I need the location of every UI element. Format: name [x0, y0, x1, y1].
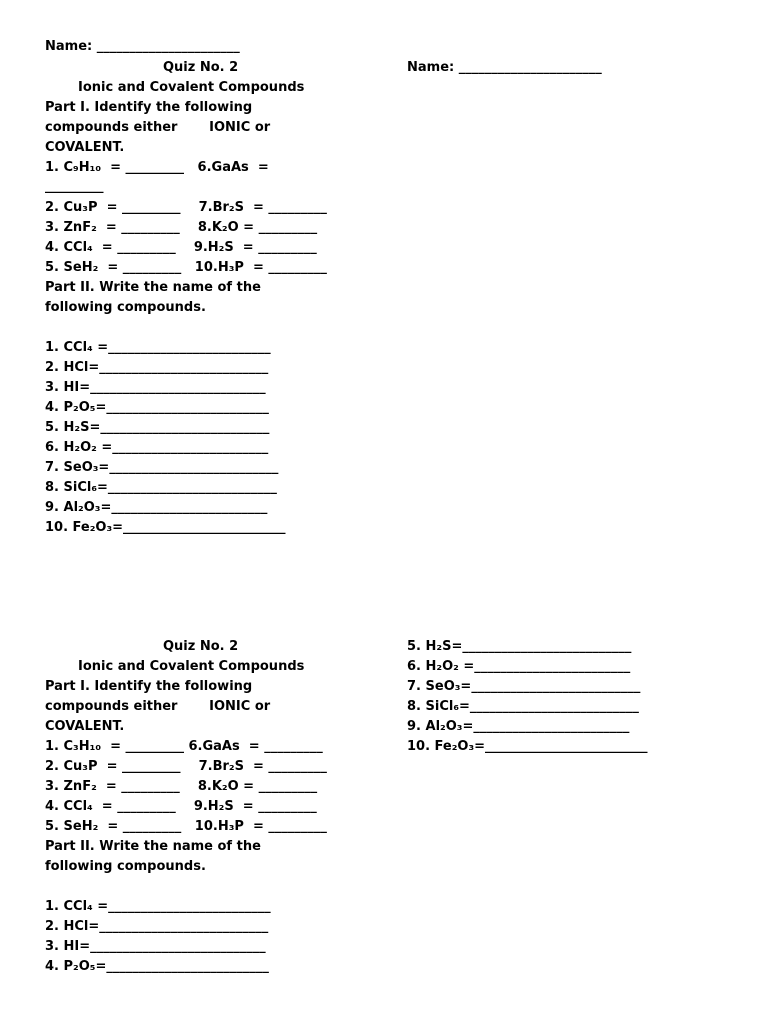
question-row: 5. SeH₂ = _________ 10.H₃P = _________ — [45, 260, 327, 275]
part2-instruction: following compounds. — [45, 859, 206, 874]
name-question: 9. Al₂O₃=________________________ — [45, 500, 268, 515]
name-question: 4. P₂O₅=_________________________ — [45, 400, 269, 415]
name-question: 5. H₂S=__________________________ — [407, 639, 632, 654]
name-question: 1. CCl₄ =_________________________ — [45, 340, 271, 355]
question-row: 1. C₃H₁₀ = _________ 6.GaAs = _________ — [45, 739, 323, 754]
name-question: 10. Fe₂O₃=_________________________ — [45, 520, 286, 535]
name-line: Name: ______________________ — [45, 39, 240, 54]
quiz-title: Quiz No. 2 — [163, 60, 239, 75]
name-question: 4. P₂O₅=_________________________ — [45, 959, 269, 974]
question-row: 3. ZnF₂ = _________ 8.K₂O = _________ — [45, 779, 318, 794]
question-row: 1. C₉H₁₀ = _________ 6.GaAs = — [45, 160, 269, 175]
question-row: 2. Cu₃P = _________ 7.Br₂S = _________ — [45, 759, 327, 774]
part1-instruction: Part I. Identify the following — [45, 679, 253, 694]
part1-instruction: compounds either IONIC or — [45, 120, 271, 135]
question-row: 2. Cu₃P = _________ 7.Br₂S = _________ — [45, 200, 327, 215]
name-question: 8. SiCl₆=__________________________ — [407, 699, 639, 714]
name-question: 5. H₂S=__________________________ — [45, 420, 270, 435]
name-question: 3. HI=___________________________ — [45, 380, 266, 395]
part2-instruction: Part II. Write the name of the — [45, 280, 261, 295]
name-question: 6. H₂O₂ =________________________ — [45, 440, 269, 455]
quiz-subtitle: Ionic and Covalent Compounds — [78, 659, 305, 674]
name-question: 8. SiCl₆=__________________________ — [45, 480, 277, 495]
quiz-subtitle: Ionic and Covalent Compounds — [78, 80, 305, 95]
name-line: Name: ______________________ — [407, 60, 602, 75]
name-question: 2. HCl=__________________________ — [45, 919, 269, 934]
name-question: 1. CCl₄ =_________________________ — [45, 899, 271, 914]
part1-instruction: Part I. Identify the following — [45, 100, 253, 115]
name-question: 2. HCl=__________________________ — [45, 360, 269, 375]
name-question: 6. H₂O₂ =________________________ — [407, 659, 631, 674]
part1-instruction: COVALENT. — [45, 719, 125, 734]
question-row: _________ — [45, 179, 104, 194]
name-question: 7. SeO₃=__________________________ — [45, 460, 279, 475]
question-row: 3. ZnF₂ = _________ 8.K₂O = _________ — [45, 220, 318, 235]
name-question: 9. Al₂O₃=________________________ — [407, 719, 630, 734]
part2-instruction: Part II. Write the name of the — [45, 839, 261, 854]
quiz-title: Quiz No. 2 — [163, 639, 239, 654]
name-question: 7. SeO₃=__________________________ — [407, 679, 641, 694]
name-question: 10. Fe₂O₃=_________________________ — [407, 739, 648, 754]
part1-instruction: COVALENT. — [45, 140, 125, 155]
name-question: 3. HI=___________________________ — [45, 939, 266, 954]
question-row: 4. CCl₄ = _________ 9.H₂S = _________ — [45, 240, 317, 255]
part1-instruction: compounds either IONIC or — [45, 699, 271, 714]
question-row: 4. CCl₄ = _________ 9.H₂S = _________ — [45, 799, 317, 814]
question-row: 5. SeH₂ = _________ 10.H₃P = _________ — [45, 819, 327, 834]
part2-instruction: following compounds. — [45, 300, 206, 315]
